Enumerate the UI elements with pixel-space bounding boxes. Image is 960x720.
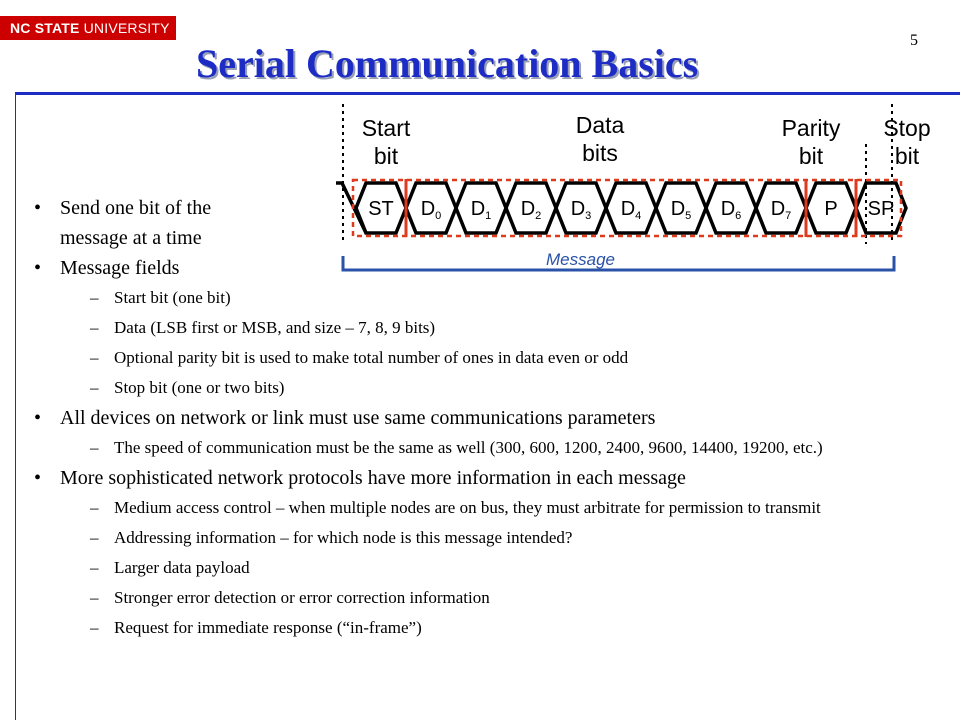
message-label: Message [546,250,615,269]
logo-thin-text: UNIVERSITY [79,20,170,36]
sub-bullet-item: – Optional parity bit is used to make total number of ones in data even or odd [34,343,934,373]
sub-bullet-item: – Request for immediate response (“in-frame”) [34,613,934,643]
bullet-item: • More sophisticated network protocols have more information in each message [34,463,934,493]
sub-bullet-item: – The speed of communication must be the same as well (300, 600, 1200, 2400, 9600, 14400, 19200, etc.) [34,433,894,463]
sub-bullet-item: – Medium access control – when multiple nodes are on bus, they must arbitrate for permission to transmit [34,493,914,523]
bit-label: $D_4$ [620,198,642,222]
slide-title: Serial Communication Basics [196,41,699,86]
page-number: 5 [910,32,918,49]
field-label-start: Start bit [361,115,411,169]
bit-label: $D_7$ [770,198,792,222]
bit-label: ST [368,198,394,220]
bit-label: $D_3$ [570,198,592,222]
sub-bullet-item: – Data (LSB first or MSB, and size – 7, 8, 9 bits) [34,313,934,343]
bullet-item: • All devices on network or link must use same communications parameters [34,403,934,433]
field-label-data: Data bits [575,112,625,166]
sub-bullet-item: – Addressing information – for which node is this message intended? [34,523,934,553]
bit-label: $D_1$ [470,198,492,222]
bit-label: SP [867,198,895,220]
sub-bullet-item: – Stop bit (one or two bits) [34,373,934,403]
bit-label: $D_5$ [670,198,692,222]
sub-bullet-item: – Stronger error detection or error correction information [34,583,934,613]
sub-bullet-item: – Start bit (one bit) [34,283,934,313]
bullet-item: • Message fields [34,253,934,283]
bit-label: $D_6$ [720,198,742,222]
sub-bullet-item: – Larger data payload [34,553,934,583]
bit-label: $D_2$ [520,198,542,222]
field-label-parity: Parity bit [781,115,841,169]
logo-bold-text: NC STATE [10,20,80,36]
bullet-list [34,193,934,643]
bullet-item: • Send one bit of the message at a time [34,193,270,253]
bit-label: P [824,198,838,220]
field-label-stop: Stop bit [883,115,931,169]
bit-label: $D_0$ [420,198,442,222]
